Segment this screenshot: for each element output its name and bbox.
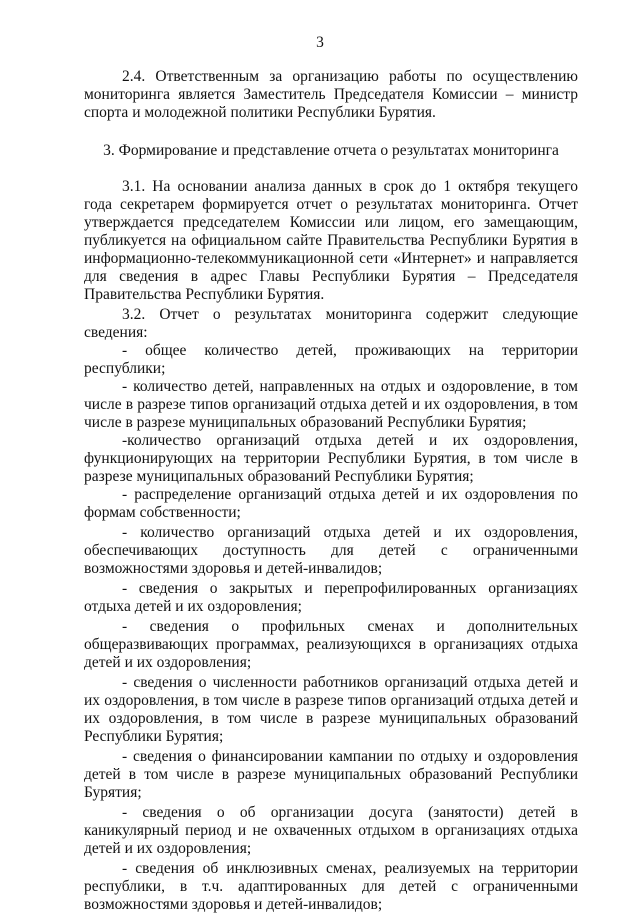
section-heading-3: 3. Формирование и представление отчета о результатах мониторинга xyxy=(103,142,559,159)
list-item-inclusive-shifts: - сведения об инклюзивных сменах, реализуемых на территории республики, в т.ч. адаптированных для детей с ограниченными возможностями здоровья и детей-инвалидов; xyxy=(84,860,578,913)
list-item-profile-shifts: - сведения о профильных сменах и дополнительных общеразвивающих программах, реализующихся в организациях отдыха детей и их оздоровления; xyxy=(84,618,578,671)
page-number: 3 xyxy=(316,34,324,51)
paragraph-3-1: 3.1. На основании анализа данных в срок до 1 октября текущего года секретарем формируется отчет о результатах мониторинга. Отчет утверждается председателем Комиссии или лицом, его замещающим, публикуется на официальном сайте Правительства Республики Бурятия в информационно-телекоммуникационной сети «Интернет» и направляется для сведения в адрес Главы Республики Бурятия – Председателя Правительства Республики Бурятия. xyxy=(84,178,578,303)
list-item-children-sent: - количество детей, направленных на отдых и оздоровление, в том числе в разрезе типов организаций отдыха детей и их оздоровления, в том числе в разрезе муниципальных образований Республики Бурятия; xyxy=(84,378,578,431)
list-item-leisure: - сведения о об организации досуга (занятости) детей в каникулярный период и не охваченных отдыхом в организациях отдыха детей и их оздоровления; xyxy=(84,804,578,857)
paragraph-3-2: 3.2. Отчет о результатах мониторинга содержит следующие сведения: xyxy=(84,306,578,341)
list-item-total-children: - общее количество детей, проживающих на территории республики; xyxy=(84,342,578,377)
list-item-financing: - сведения о финансировании кампании по отдыху и оздоровления детей в том числе в разрезе муниципальных образований Республики Бурятия; xyxy=(84,748,578,801)
list-item-ownership-distribution: - распределение организаций отдыха детей и их оздоровления по формам собственности; xyxy=(84,486,578,521)
list-item-staff: - сведения о численности работников организаций отдыха детей и их оздоровления, в том числе в разрезе типов организаций отдыха детей и их оздоровления, в том числе в разрезе муниципальных образований Республики Бурятия; xyxy=(84,674,578,745)
list-item-closed-organizations: - сведения о закрытых и перепрофилированных организациях отдыха детей и их оздоровления; xyxy=(84,580,578,615)
list-item-organizations-count: -количество организаций отдыха детей и их оздоровления, функционирующих на территории Республики Бурятия, в том числе в разрезе муниципальных образований Республики Бурятия; xyxy=(84,432,578,485)
paragraph-2-4: 2.4. Ответственным за организацию работы по осуществлению мониторинга является Заместитель Председателя Комиссии – министр спорта и молодежной политики Республики Бурятия. xyxy=(84,68,578,121)
list-item-accessibility: - количество организаций отдыха детей и их оздоровления, обеспечивающих доступность для детей с ограниченными возможностями здоровья и детей-инвалидов; xyxy=(84,524,578,577)
document-body xyxy=(84,68,578,914)
